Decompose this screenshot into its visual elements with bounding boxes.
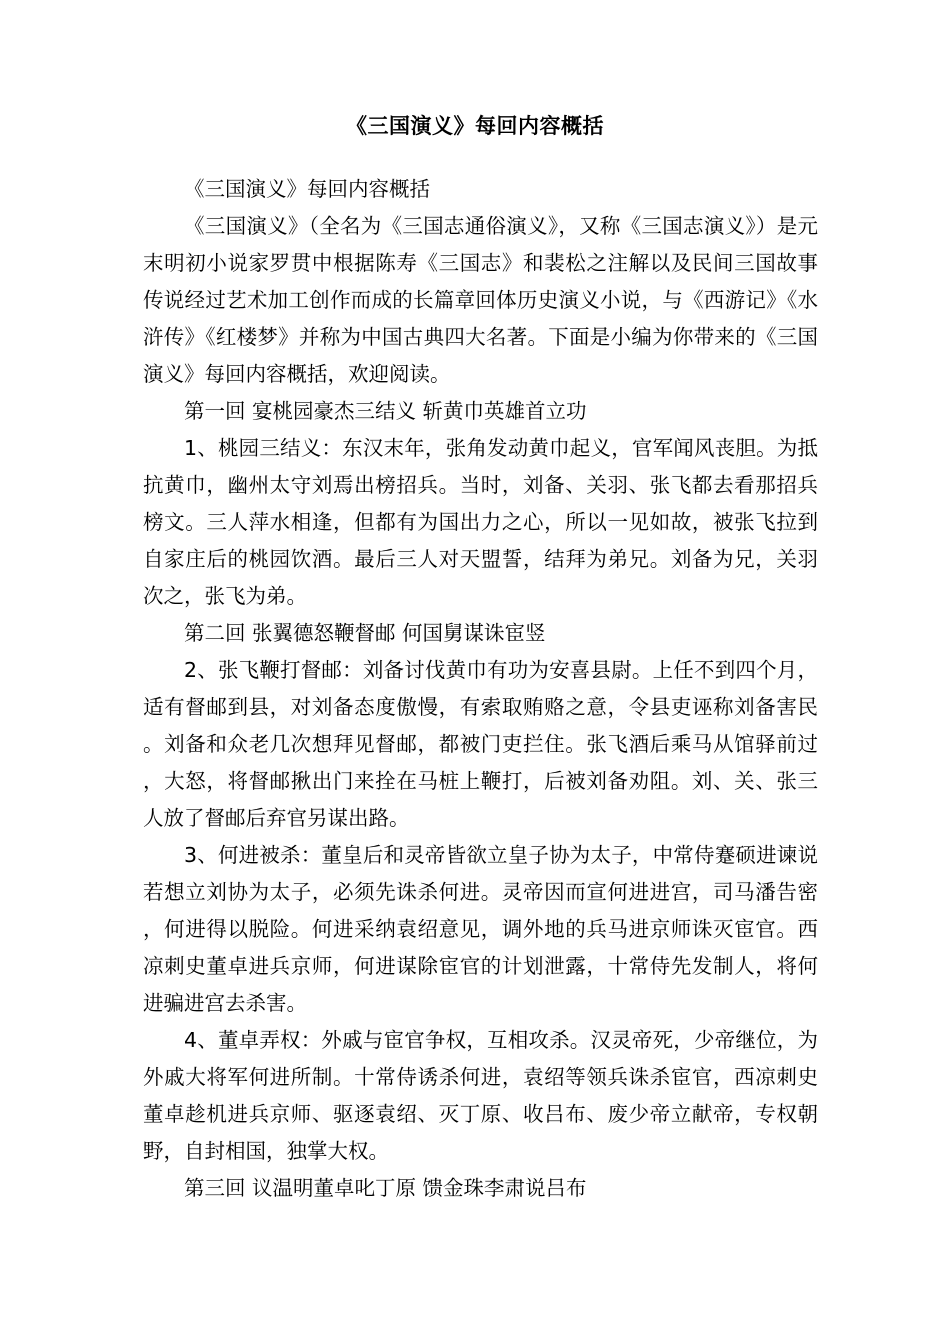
page-title: 《三国演义》每回内容概括 <box>346 114 604 138</box>
paragraph-subtitle: 《三国演义》每回内容概括 <box>184 177 430 201</box>
paragraph-intro: 《三国演义》（全名为《三国志通俗演义》，又称《三国志演义》）是元末明初小说家罗贯中根据陈寿《三国志》和裴松之注解以及民间三国故事传说经过艺术加工创作而成的长篇章回体历史演义小说，与《西游记》《水浒传》《红楼梦》并称为中国古典四大名著。下面是小编为你带来的《三国演义》每回内容概括，欢迎阅读。 <box>143 214 818 386</box>
paragraph-item-4: 4、董卓弄权：外戚与宦官争权，互相攻杀。汉灵帝死，少帝继位，为外戚大将军何进所制。十常侍诱杀何进，袁绍等领兵诛杀宦官，西凉刺史董卓趁机进兵京师、驱逐袁绍、灭丁原、收吕布、废少帝立献帝，专权朝野，自封相国，独掌大权。 <box>143 1028 818 1163</box>
chapter-heading-1: 第一回 宴桃园豪杰三结义 斩黄巾英雄首立功 <box>184 399 587 423</box>
paragraph-item-3: 3、何进被杀：董皇后和灵帝皆欲立皇子协为太子，中常侍蹇硕进谏说若想立刘协为太子，必须先诛杀何进。灵帝因而宣何进进宫，司马潘告密，何进得以脱险。何进采纳袁绍意见，调外地的兵马进京师诛灭宦官。西凉刺史董卓进兵京师，何进谋除宦官的计划泄露，十常侍先发制人，将何进骗进宫去杀害。 <box>143 843 818 1015</box>
chapter-heading-3: 第三回 议温明董卓叱丁原 馈金珠李肃说吕布 <box>184 1176 587 1200</box>
paragraph-item-1: 1、桃园三结义：东汉末年，张角发动黄巾起义，官军闻风丧胆。为抵抗黄巾，幽州太守刘焉出榜招兵。当时，刘备、关羽、张飞都去看那招兵榜文。三人萍水相逢，但都有为国出力之心，所以一见如故，被张飞拉到自家庄后的桃园饮酒。最后三人对天盟誓，结拜为弟兄。刘备为兄，关羽次之，张飞为弟。 <box>143 436 818 608</box>
chapter-heading-2: 第二回 张翼德怒鞭督邮 何国舅谋诛宦竖 <box>184 621 546 645</box>
paragraph-item-2: 2、张飞鞭打督邮：刘备讨伐黄巾有功为安喜县尉。上任不到四个月，适有督邮到县，对刘备态度傲慢，有索取贿赂之意，令县吏诬称刘备害民。刘备和众老几次想拜见督邮，都被门吏拦住。张飞酒后乘马从馆驿前过，大怒，将督邮揪出门来拴在马桩上鞭打，后被刘备劝阻。刘、关、张三人放了督邮后弃官另谋出路。 <box>143 658 818 830</box>
document-body <box>143 171 818 1207</box>
